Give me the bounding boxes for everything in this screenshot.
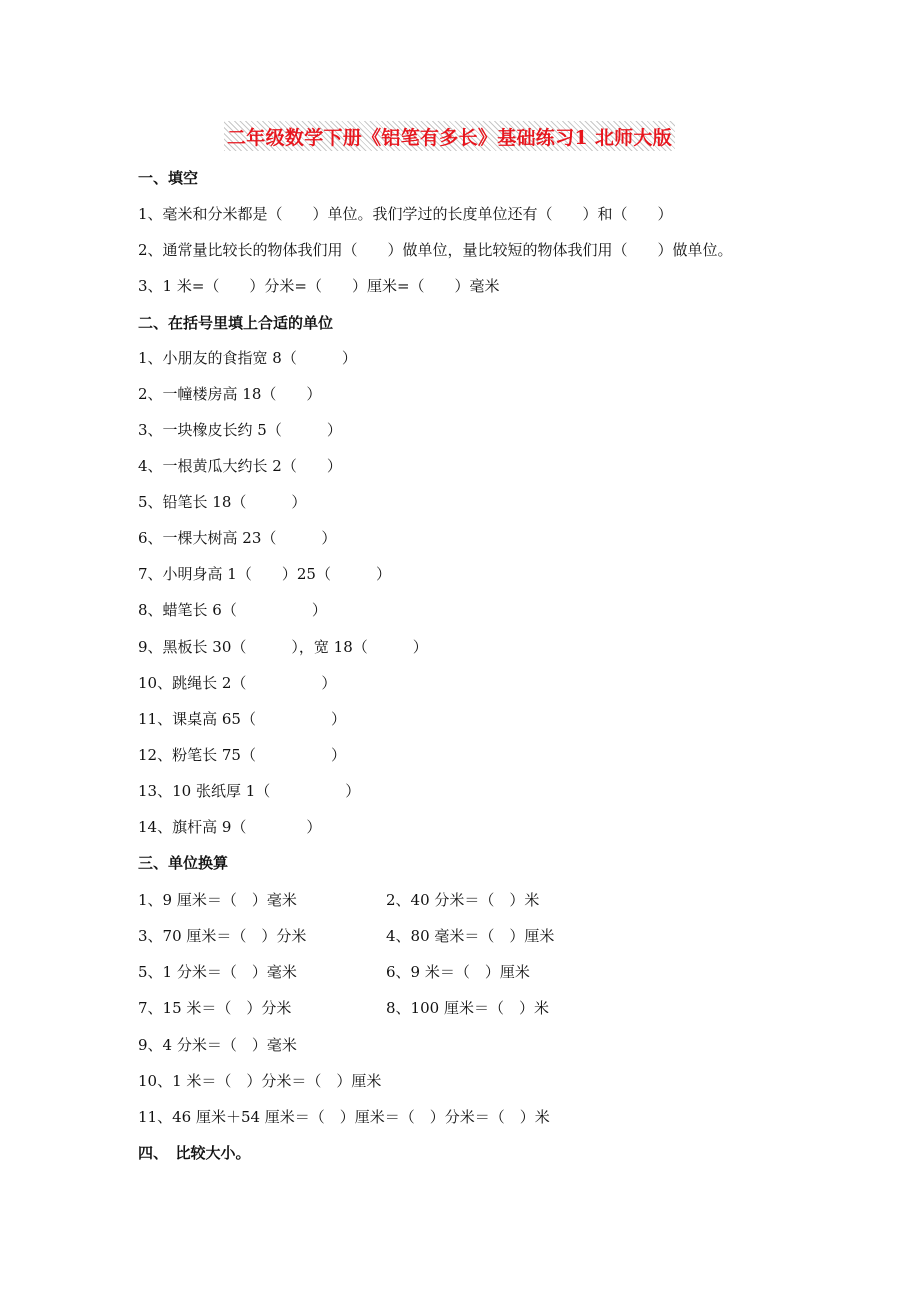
question-line: 7、小明身高 1（ ）25（ ） (138, 565, 391, 583)
question-line: 5、铅笔长 18（ ） (138, 493, 307, 511)
question-line: 8、100 厘米＝（ ）米 (386, 999, 549, 1017)
question-line: 7、15 米＝（ ）分米 (138, 999, 292, 1017)
section-heading-fill-blank: 一、填空 (138, 169, 199, 187)
question-line: 1、毫米和分米都是（ ）单位。我们学过的长度单位还有（ ）和（ ） (138, 205, 673, 223)
question-line: 1、9 厘米＝（ ）毫米 (138, 891, 297, 909)
question-line: 6、9 米＝（ ）厘米 (386, 963, 530, 981)
question-line: 3、70 厘米＝（ ）分米 (138, 927, 307, 945)
question-line: 2、40 分米＝（ ）米 (386, 891, 540, 909)
question-line: 8、蜡笔长 6（ ） (138, 601, 327, 619)
section-heading-units: 二、在括号里填上合适的单位 (138, 314, 334, 332)
section-heading-compare: 四、 比较大小。 (138, 1144, 251, 1162)
question-line: 14、旗杆高 9（ ） (138, 818, 322, 836)
question-line: 3、1 米=（ ）分米=（ ）厘米=（ ）毫米 (138, 277, 500, 295)
question-line: 2、通常量比较长的物体我们用（ ）做单位，量比较短的物体我们用（ ）做单位。 (138, 241, 733, 259)
question-line: 10、1 米＝（ ）分米＝（ ）厘米 (138, 1072, 382, 1090)
question-line: 10、跳绳长 2（ ） (138, 674, 337, 692)
page-title (224, 121, 675, 151)
question-line: 9、黑板长 30（ ），宽 18（ ） (138, 638, 428, 656)
section-heading-conversion: 三、单位换算 (138, 854, 229, 872)
question-line: 4、一根黄瓜大约长 2（ ） (138, 457, 342, 475)
question-line: 11、课桌高 65（ ） (138, 710, 346, 728)
question-line: 12、粉笔长 75（ ） (138, 746, 346, 764)
question-line: 1、小朋友的食指宽 8（ ） (138, 349, 357, 367)
page-title-text: 二年级数学下册《铝笔有多长》基础练习1 北师大版 (227, 126, 673, 149)
question-line: 13、10 张纸厚 1（ ） (138, 782, 361, 800)
question-line: 5、1 分米＝（ ）毫米 (138, 963, 297, 981)
question-line: 11、46 厘米＋54 厘米＝（ ）厘米＝（ ）分米＝（ ）米 (138, 1108, 550, 1126)
question-line: 9、4 分米＝（ ）毫米 (138, 1036, 297, 1054)
question-line: 6、一棵大树高 23（ ） (138, 529, 337, 547)
question-line: 4、80 毫米＝（ ）厘米 (386, 927, 555, 945)
question-line: 3、一块橡皮长约 5（ ） (138, 421, 342, 439)
question-line: 2、一幢楼房高 18（ ） (138, 385, 322, 403)
